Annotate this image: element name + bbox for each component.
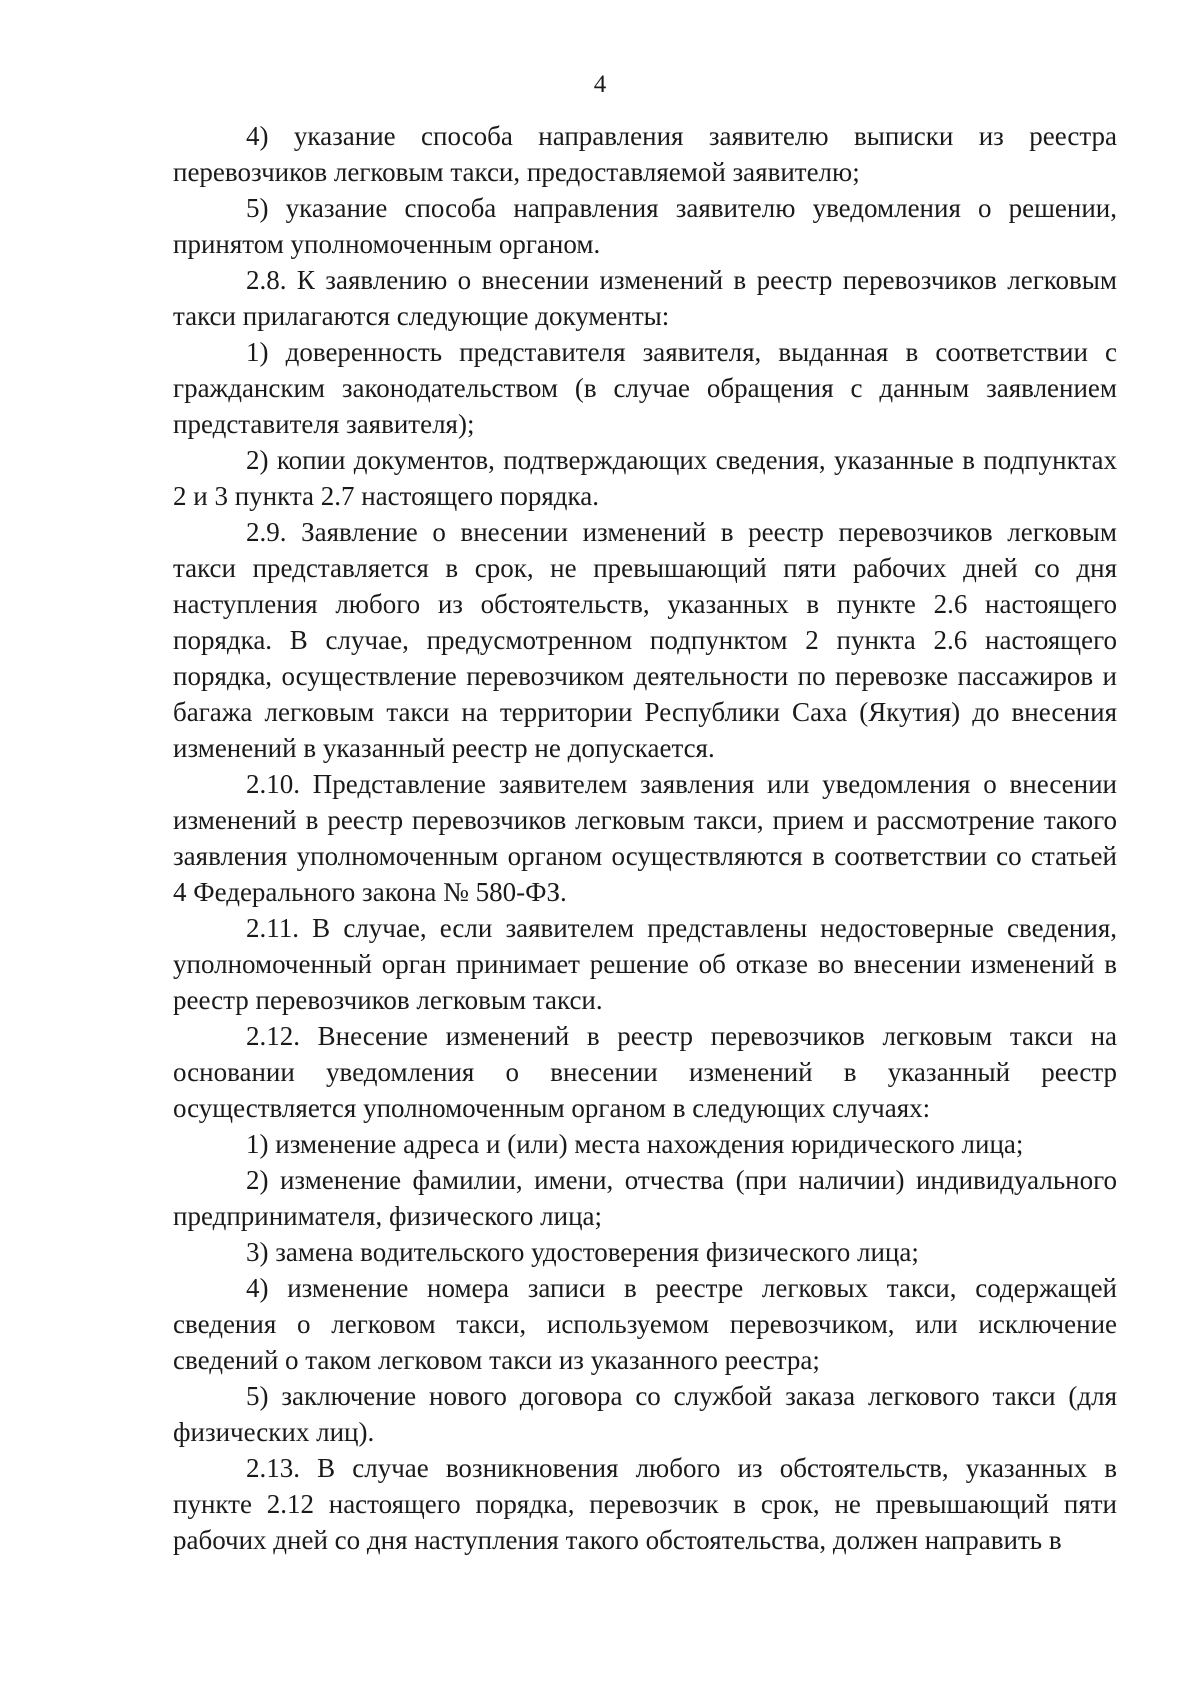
paragraph-2-8: 2.8. К заявлению о внесении изменений в реестр перевозчиков легковым такси прилагаются следующие документы: [173,265,1117,331]
paragraph-2-13: 2.13. В случае возникновения любого из обстоятельств, указанных в пункте 2.12 настоящего порядка, перевозчик в срок, не превышающий пяти рабочих дней со дня наступления такого обстоятельства, должен направить в [173,1453,1117,1555]
paragraph-5-notice-delivery: 5) указание способа направления заявителю уведомления о решении, принятом уполномоченным органом. [173,193,1117,259]
paragraph-2-12-item-2: 2) изменение фамилии, имени, отчества (при наличии) индивидуального предпринимателя, физического лица; [173,1165,1117,1231]
paragraph-4-extract-delivery: 4) указание способа направления заявителю выписки из реестра перевозчиков легковым такси, предоставляемой заявителю; [173,121,1117,187]
document-body [173,118,1117,1558]
paragraph-2-9: 2.9. Заявление о внесении изменений в реестр перевозчиков легковым такси представляется в срок, не превышающий пяти рабочих дней со дня наступления любого из обстоятельств, указанных в пункте 2.6 настоящего порядка. В случае, предусмотренном подпунктом 2 пункта 2.6 настоящего порядка, осуществление перевозчиком деятельности по перевозке пассажиров и багажа легковым такси на территории Республики Саха (Якутия) до внесения изменений в указанный реестр не допускается. [173,517,1117,763]
paragraph-2-10: 2.10. Представление заявителем заявления или уведомления о внесении изменений в реестр перевозчиков легковым такси, прием и рассмотрение такого заявления уполномоченным органом осуществляются в соответствии со статьей 4 Федерального закона № 580-ФЗ. [173,769,1117,907]
paragraph-2-12-item-4: 4) изменение номера записи в реестре легковых такси, содержащей сведения о легковом такси, используемом перевозчиком, или исключение сведений о таком легковом такси из указанного реестра; [173,1273,1117,1375]
page-number: 4 [593,71,607,98]
paragraph-2-8-item-1: 1) доверенность представителя заявителя, выданная в соответствии с гражданским законодательством (в случае обращения с данным заявлением представителя заявителя); [173,337,1117,439]
paragraph-2-12-item-1: 1) изменение адреса и (или) места нахождения юридического лица; [246,1129,1024,1159]
paragraph-2-12: 2.12. Внесение изменений в реестр перевозчиков легковым такси на основании уведомления о внесении изменений в указанный реестр осуществляется уполномоченным органом в следующих случаях: [173,1021,1117,1123]
paragraph-2-12-item-5: 5) заключение нового договора со службой заказа легкового такси (для физических лиц). [173,1381,1117,1447]
paragraph-2-8-item-2: 2) копии документов, подтверждающих сведения, указанные в подпунктах 2 и 3 пункта 2.7 настоящего порядка. [173,445,1117,511]
paragraph-2-12-item-3: 3) замена водительского удостоверения физического лица; [246,1237,919,1267]
paragraph-2-11: 2.11. В случае, если заявителем представлены недостоверные сведения, уполномоченный орган принимает решение об отказе во внесении изменений в реестр перевозчиков легковым такси. [173,913,1117,1015]
